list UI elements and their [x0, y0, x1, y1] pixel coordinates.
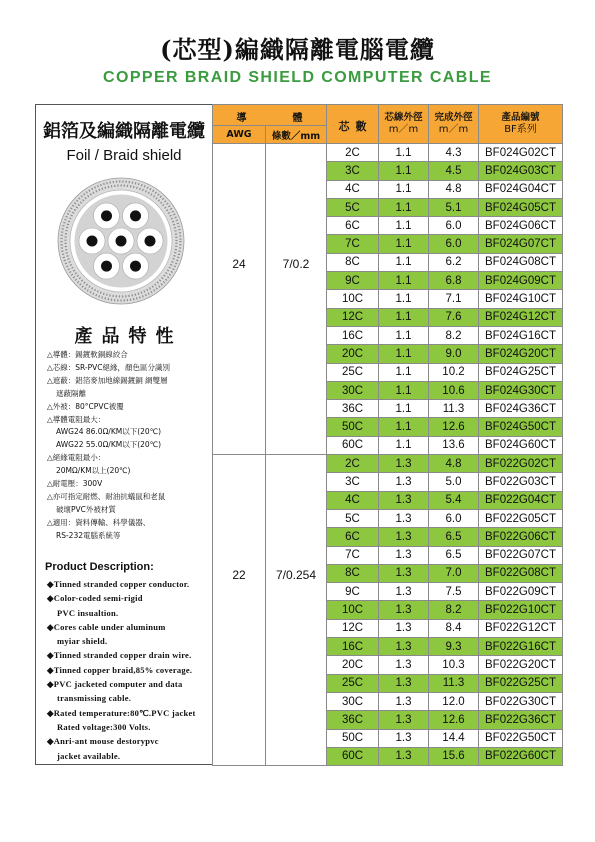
product-code-cell: BF024G06CT	[479, 217, 563, 235]
core-od-cell: 1.1	[379, 198, 429, 216]
finished-od-cell: 7.0	[429, 564, 479, 582]
cores-cell: 50C	[327, 418, 379, 436]
cores-cell: 6C	[327, 217, 379, 235]
finished-od-cell: 12.0	[429, 692, 479, 710]
description-item: ◆Tinned stranded copper conductor.	[47, 579, 190, 589]
description-item-continued: Rated voltage:300 Volts.	[57, 721, 151, 732]
strands-cell: 7/0.2	[266, 144, 327, 455]
feature-item: △外被：80°CPVC被覆	[47, 401, 124, 411]
product-code-cell: BF022G08CT	[479, 564, 563, 582]
product-code-cell: BF022G04CT	[479, 491, 563, 509]
finished-od-cell: 4.8	[429, 180, 479, 198]
conductor	[123, 253, 149, 279]
cores-cell: 5C	[327, 198, 379, 216]
finished-od-cell: 6.0	[429, 509, 479, 527]
feature-item-continued: RS-232電腦系統等	[56, 530, 121, 540]
header-core-od	[379, 105, 429, 144]
page-subtitle: COPPER BRAID SHIELD COMPUTER CABLE	[103, 69, 492, 86]
product-code-cell: BF024G03CT	[479, 162, 563, 180]
finished-od-cell: 14.4	[429, 729, 479, 747]
finished-od-cell: 15.6	[429, 747, 479, 765]
cores-cell: 12C	[327, 308, 379, 326]
core-od-cell: 1.1	[379, 290, 429, 308]
product-code-cell: BF022G06CT	[479, 528, 563, 546]
finished-od-cell: 4.5	[429, 162, 479, 180]
core-od-cell: 1.3	[379, 455, 429, 473]
header-finished-od-unit: m／m	[438, 124, 469, 135]
feature-item: △適用：資料傳輸、科學儀器、	[47, 517, 151, 527]
page-title: (芯型)編織隔離電腦電纜	[160, 35, 435, 64]
cores-cell: 2C	[327, 144, 379, 162]
header-finished-od	[429, 105, 479, 144]
product-code-cell: BF022G12CT	[479, 619, 563, 637]
product-code-cell: BF022G10CT	[479, 601, 563, 619]
header-row	[213, 105, 563, 126]
cores-cell: 36C	[327, 711, 379, 729]
core-od-cell: 1.1	[379, 180, 429, 198]
finished-od-cell: 10.6	[429, 381, 479, 399]
product-code-cell: BF024G60CT	[479, 436, 563, 454]
description-item-continued: jacket available.	[57, 750, 121, 761]
feature-item-continued: 20MΩ/KM以上(20℃)	[56, 466, 131, 476]
finished-od-cell: 6.8	[429, 272, 479, 290]
description-item-continued: PVC insualtion.	[57, 607, 119, 618]
product-code-cell: BF022G30CT	[479, 692, 563, 710]
finished-od-cell: 7.6	[429, 308, 479, 326]
description-list	[47, 577, 211, 763]
cores-cell: 30C	[327, 381, 379, 399]
finished-od-cell: 8.2	[429, 326, 479, 344]
cores-cell: 30C	[327, 692, 379, 710]
cores-cell: 10C	[327, 290, 379, 308]
feature-item: △導體：錫鍍軟銅線絞合	[47, 350, 128, 359]
feature-item-continued: AWG24 86.0Ω/KM以下(20℃)	[56, 427, 162, 437]
cores-cell: 6C	[327, 528, 379, 546]
product-code-cell: BF024G09CT	[479, 272, 563, 290]
description-item-continued: transmissing cable.	[57, 693, 132, 704]
product-code-cell: BF022G20CT	[479, 656, 563, 674]
cores-cell: 9C	[327, 583, 379, 601]
description-item: ◆Tinned copper braid,85% coverage.	[47, 664, 193, 675]
panel-subheading: Foil / Braid shield	[66, 147, 182, 164]
cores-cell: 4C	[327, 180, 379, 198]
core-od-cell: 1.1	[379, 272, 429, 290]
core-od-cell: 1.1	[379, 217, 429, 235]
header-finished-od-label: 完成外徑	[434, 112, 473, 123]
finished-od-cell: 7.1	[429, 290, 479, 308]
cores-cell: 8C	[327, 564, 379, 582]
finished-od-cell: 4.8	[429, 455, 479, 473]
core-od-cell: 1.3	[379, 473, 429, 491]
strands-cell: 7/0.254	[266, 455, 327, 766]
finished-od-cell: 6.2	[429, 253, 479, 271]
product-code-cell: BF024G10CT	[479, 290, 563, 308]
core-od-cell: 1.3	[379, 674, 429, 692]
header-core-od-unit: m／m	[388, 124, 419, 135]
description-item: ◆PVC jacketed computer and data	[47, 679, 183, 690]
product-code-cell: BF024G25CT	[479, 363, 563, 381]
spec-table-body	[213, 144, 563, 766]
table-row	[213, 455, 563, 473]
cores-cell: 7C	[327, 546, 379, 564]
conductor	[94, 203, 120, 229]
cores-cell: 60C	[327, 747, 379, 765]
core-od-cell: 1.3	[379, 638, 429, 656]
cores-cell: 16C	[327, 326, 379, 344]
description-item: ◆Cores cable under aluminum	[47, 621, 166, 632]
product-info-panel	[35, 104, 212, 765]
cores-cell: 7C	[327, 235, 379, 253]
header-product-series: BF系列	[504, 124, 537, 135]
conductor	[123, 203, 149, 229]
core-od-cell: 1.3	[379, 546, 429, 564]
finished-od-cell: 8.4	[429, 619, 479, 637]
core-od-cell: 1.3	[379, 656, 429, 674]
finished-od-cell: 9.3	[429, 638, 479, 656]
finished-od-cell: 6.0	[429, 217, 479, 235]
description-item-continued: myiar shield.	[57, 636, 108, 647]
finished-od-cell: 13.6	[429, 436, 479, 454]
core-od-cell: 1.3	[379, 583, 429, 601]
cores-cell: 9C	[327, 272, 379, 290]
cores-cell: 2C	[327, 455, 379, 473]
product-code-cell: BF024G16CT	[479, 326, 563, 344]
spec-table-header	[213, 105, 563, 144]
finished-od-cell: 10.2	[429, 363, 479, 381]
feature-item-continued: 遮蔽隔離	[56, 388, 86, 398]
core-od-cell: 1.1	[379, 253, 429, 271]
core-od-cell: 1.3	[379, 509, 429, 527]
finished-od-cell: 10.3	[429, 656, 479, 674]
core-od-cell: 1.3	[379, 601, 429, 619]
description-item: ◆Anri-ant mouse destorypvc	[47, 736, 159, 747]
product-code-cell: BF024G05CT	[479, 198, 563, 216]
core-od-cell: 1.1	[379, 400, 429, 418]
cores-cell: 36C	[327, 400, 379, 418]
cores-cell: 25C	[327, 363, 379, 381]
product-code-cell: BF024G30CT	[479, 381, 563, 399]
cores-cell: 20C	[327, 656, 379, 674]
description-item: ◆Tinned stranded copper drain wire.	[47, 650, 192, 661]
cores-cell: 60C	[327, 436, 379, 454]
product-code-cell: BF024G07CT	[479, 235, 563, 253]
finished-od-cell: 5.0	[429, 473, 479, 491]
product-code-cell: BF022G50CT	[479, 729, 563, 747]
header-awg: AWG	[213, 126, 266, 144]
finished-od-cell: 9.0	[429, 345, 479, 363]
core-od-cell: 1.1	[379, 381, 429, 399]
cable-cross-section-icon	[56, 176, 186, 306]
product-code-cell: BF022G05CT	[479, 509, 563, 527]
feature-item: △導體電阻最大：	[47, 414, 106, 424]
cores-cell: 5C	[327, 509, 379, 527]
conductor	[94, 253, 120, 279]
product-code-cell: BF022G02CT	[479, 455, 563, 473]
product-code-cell: BF022G25CT	[479, 674, 563, 692]
spec-table	[212, 104, 563, 766]
finished-od-cell: 7.5	[429, 583, 479, 601]
description-item: ◆Color-coded semi-rigid	[47, 593, 143, 604]
header-strands: 條數／mm	[266, 126, 327, 144]
finished-od-cell: 6.5	[429, 528, 479, 546]
feature-item: △絕緣電阻最小：	[47, 453, 106, 463]
finished-od-cell: 12.6	[429, 418, 479, 436]
description-title: Product Description:	[45, 561, 154, 573]
product-code-cell: BF022G36CT	[479, 711, 563, 729]
feature-item: △遮蔽：鋁箔麥加地線錫鍍銅 網雙層	[47, 375, 168, 385]
cores-cell: 3C	[327, 473, 379, 491]
finished-od-cell: 11.3	[429, 400, 479, 418]
feature-item-continued: 破壞PVC外被材質	[56, 504, 116, 514]
product-code-cell: BF022G09CT	[479, 583, 563, 601]
table-row	[213, 144, 563, 162]
finished-od-cell: 11.3	[429, 674, 479, 692]
cores-cell: 8C	[327, 253, 379, 271]
cores-cell: 16C	[327, 638, 379, 656]
core-od-cell: 1.3	[379, 564, 429, 582]
product-code-cell: BF024G04CT	[479, 180, 563, 198]
core-od-cell: 1.3	[379, 528, 429, 546]
core-od-cell: 1.3	[379, 619, 429, 637]
core-od-cell: 1.3	[379, 491, 429, 509]
conductor	[79, 228, 105, 254]
product-frame	[35, 104, 562, 765]
product-code-cell: BF022G03CT	[479, 473, 563, 491]
feature-item: △耐電壓：300V	[47, 479, 103, 489]
feature-item: △亦可指定耐燃、耐油抗蟻鼠和老鼠	[47, 491, 166, 501]
finished-od-cell: 12.6	[429, 711, 479, 729]
panel-heading: 鋁箔及編織隔離電纜	[43, 121, 205, 142]
core-od-cell: 1.1	[379, 308, 429, 326]
finished-od-cell: 5.4	[429, 491, 479, 509]
conductor	[108, 228, 134, 254]
core-od-cell: 1.1	[379, 418, 429, 436]
product-code-cell: BF022G16CT	[479, 638, 563, 656]
product-code-cell: BF024G20CT	[479, 345, 563, 363]
core-od-cell: 1.3	[379, 747, 429, 765]
finished-od-cell: 8.2	[429, 601, 479, 619]
conductor	[137, 228, 163, 254]
cores-cell: 20C	[327, 345, 379, 363]
core-od-cell: 1.3	[379, 692, 429, 710]
cores-cell: 50C	[327, 729, 379, 747]
cores-cell: 3C	[327, 162, 379, 180]
description-item: ◆Rated temperature:80℃.PVC jacket	[47, 707, 196, 718]
header-conductor	[213, 105, 349, 126]
awg-cell: 22	[213, 455, 266, 766]
core-od-cell: 1.1	[379, 363, 429, 381]
core-od-cell: 1.1	[379, 144, 429, 162]
finished-od-cell: 6.5	[429, 546, 479, 564]
header-core-od-label: 芯線外徑	[384, 112, 423, 123]
product-code-cell: BF024G36CT	[479, 400, 563, 418]
product-code-cell: BF022G60CT	[479, 747, 563, 765]
core-od-cell: 1.1	[379, 326, 429, 344]
cores-cell: 10C	[327, 601, 379, 619]
header-product-code	[479, 105, 563, 144]
core-od-cell: 1.3	[379, 729, 429, 747]
cores-cell: 12C	[327, 619, 379, 637]
cores-cell: 4C	[327, 491, 379, 509]
features-title: 產品特性	[74, 326, 183, 347]
core-od-cell: 1.1	[379, 436, 429, 454]
finished-od-cell: 5.1	[429, 198, 479, 216]
header-cores-label: 芯數	[338, 119, 373, 133]
core-od-cell: 1.1	[379, 235, 429, 253]
feature-item-continued: AWG22 55.0Ω/KM以下(20℃)	[56, 440, 162, 450]
core-od-cell: 1.1	[379, 162, 429, 180]
finished-od-cell: 6.0	[429, 235, 479, 253]
product-code-cell: BF024G02CT	[479, 144, 563, 162]
product-code-cell: BF024G50CT	[479, 418, 563, 436]
cores-cell: 25C	[327, 674, 379, 692]
product-code-cell: BF022G07CT	[479, 546, 563, 564]
awg-cell: 24	[213, 144, 266, 455]
core-od-cell: 1.3	[379, 711, 429, 729]
finished-od-cell: 4.3	[429, 144, 479, 162]
core-od-cell: 1.1	[379, 345, 429, 363]
header-conductor-label: 導體	[236, 112, 349, 124]
product-code-cell: BF024G12CT	[479, 308, 563, 326]
features-list	[47, 349, 209, 543]
product-code-cell: BF024G08CT	[479, 253, 563, 271]
feature-item: △芯線：SR-PVC絕緣，顏色區分識別	[47, 362, 171, 372]
header-product-code-label: 產品編號	[501, 112, 540, 123]
